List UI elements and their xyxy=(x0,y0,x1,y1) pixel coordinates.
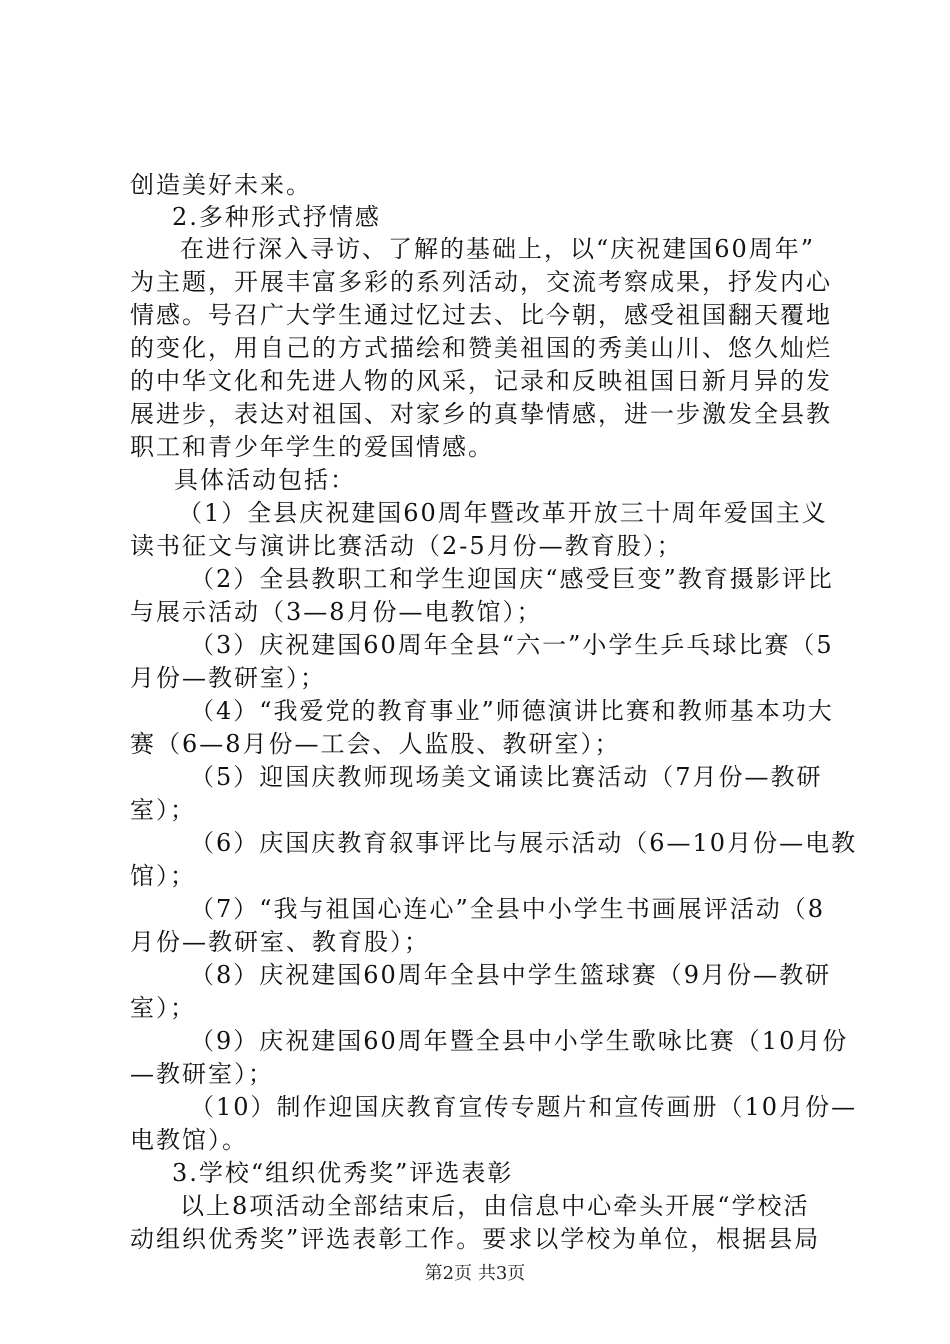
list-item-line: （4）“我爱党的教育事业”师德演讲比赛和教师基本功大 xyxy=(190,697,834,725)
text-line: 创造美好未来。 xyxy=(130,171,312,199)
text-line: 月份—教研室、教育股）； xyxy=(130,928,430,956)
list-item-line: （1）全县庆祝建国60周年暨改革开放三十周年爱国主义 xyxy=(178,499,828,527)
text-line: —教研室）； xyxy=(130,1060,274,1088)
list-item-line: （5）迎国庆教师现场美文诵读比赛活动（7月份—教研 xyxy=(190,763,823,791)
text-line: 的变化，用自己的方式描绘和赞美祖国的秀美山川、悠久灿烂 xyxy=(130,334,832,362)
text-line: 具体活动包括： xyxy=(174,466,356,494)
page-number-footer: 第2页 共3页 xyxy=(424,1263,526,1284)
text-line: 赛（6—8月份—工会、人监股、教研室）； xyxy=(130,730,621,758)
text-line: 读书征文与演讲比赛活动（2-5月份—教育股）； xyxy=(130,532,683,560)
text-line: 的中华文化和先进人物的风采，记录和反映祖国日新月异的发 xyxy=(130,367,832,395)
text-line: 室）； xyxy=(130,796,196,824)
text-line: 动组织优秀奖”评选表彰工作。要求以学校为单位，根据县局 xyxy=(130,1225,821,1253)
list-item-line: （2）全县教职工和学生迎国庆“感受巨变”教育摄影评比 xyxy=(190,565,834,593)
section-heading: 2.多种形式抒情感 xyxy=(172,203,381,231)
list-item-line: （10）制作迎国庆教育宣传专题片和宣传画册（10月份— xyxy=(190,1093,858,1121)
text-line: 室）； xyxy=(130,994,196,1022)
text-line: 职工和青少年学生的爱国情感。 xyxy=(130,433,494,461)
text-line: 以上8项活动全部结束后，由信息中心牵头开展“学校活 xyxy=(180,1192,810,1220)
text-line: 月份—教研室）； xyxy=(130,664,326,692)
list-item-line: （7）“我与祖国心连心”全县中小学生书画展评活动（8 xyxy=(190,895,826,923)
text-line: 与展示活动（3—8月份—电教馆）； xyxy=(130,598,543,626)
text-line: 在进行深入寻访、了解的基础上，以“庆祝建国60周年” xyxy=(180,235,816,263)
list-item-line: （3）庆祝建国60周年全县“六一”小学生乒乓球比赛（5 xyxy=(190,631,834,659)
text-line: 电教馆）。 xyxy=(130,1126,248,1154)
list-item-line: （6）庆国庆教育叙事评比与展示活动（6—10月份—电教 xyxy=(190,829,858,857)
list-item-line: （8）庆祝建国60周年全县中学生篮球赛（9月份—教研 xyxy=(190,961,832,989)
text-line: 馆）； xyxy=(130,862,196,890)
text-line: 为主题，开展丰富多彩的系列活动，交流考察成果，抒发内心 xyxy=(130,268,832,296)
text-line: 展进步，表达对祖国、对家乡的真挚情感，进一步激发全县教 xyxy=(130,400,832,428)
list-item-line: （9）庆祝建国60周年暨全县中小学生歌咏比赛（10月份 xyxy=(190,1027,849,1055)
text-line: 情感。号召广大学生通过忆过去、比今朝，感受祖国翻天覆地 xyxy=(130,301,832,329)
section-heading: 3.学校“组织优秀奖”评选表彰 xyxy=(172,1159,514,1187)
